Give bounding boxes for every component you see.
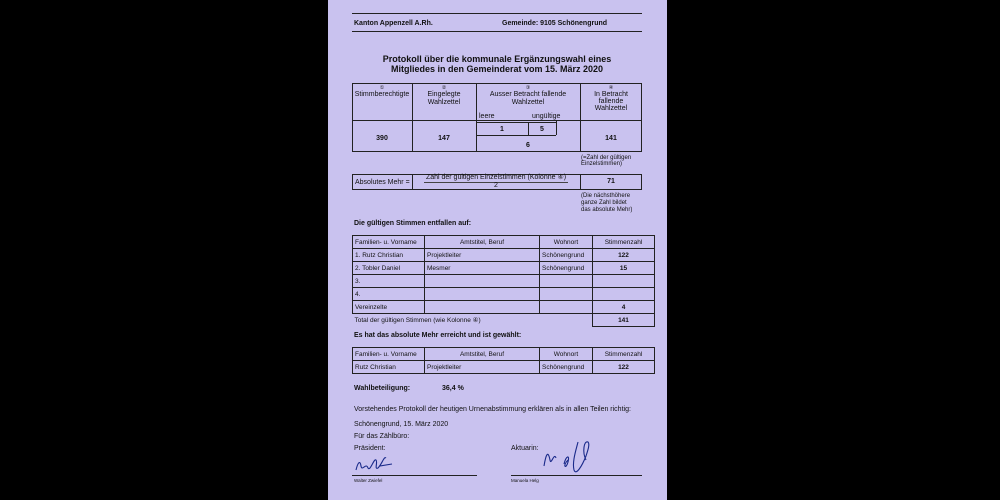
col3-ungueltige-value: 5	[540, 126, 544, 133]
absolute-formula-numerator: Zahl der gültigen Einzelstimmen (Kolonne ④)	[425, 174, 567, 181]
candidate-votes: 122	[593, 249, 655, 262]
place-date: Schönengrund, 15. März 2020	[354, 421, 449, 428]
col2-value: 147	[438, 135, 450, 142]
candidate-name: 4.	[353, 288, 425, 301]
candidate-residence: Schönengrund	[540, 249, 593, 262]
absolute-majority-label: Absolutes Mehr =	[355, 179, 410, 186]
candidate-residence	[540, 275, 593, 288]
summary-header-rule	[352, 120, 642, 121]
absolute-note-3: das absolute Mehr)	[581, 207, 633, 213]
elected-heading: Es hat das absolute Mehr erreicht und ist gewählt:	[354, 332, 522, 339]
column-header: Wohnort	[540, 348, 593, 361]
absolute-note-2: ganze Zahl bildet	[581, 200, 627, 206]
table-row	[353, 361, 655, 374]
president-label: Präsident:	[354, 445, 386, 452]
president-signature-line	[352, 475, 477, 476]
col2-number: ②	[441, 85, 447, 91]
col1-value: 390	[376, 135, 388, 142]
president-name: Walter Zwiefel	[354, 478, 383, 483]
president-signature	[352, 452, 402, 476]
column-header: Familien- u. Vorname	[353, 348, 425, 361]
header-top-rule	[352, 13, 642, 14]
turnout-value: 36,4 %	[442, 385, 464, 392]
title-line-1: Protokoll über die kommunale Ergänzungswahl eines	[382, 54, 612, 64]
table-row	[353, 275, 655, 288]
candidate-residence	[540, 301, 593, 314]
candidate-title: Mesmer	[425, 262, 540, 275]
candidate-votes: 4	[593, 301, 655, 314]
col3-leere-value: 1	[500, 126, 504, 133]
actuary-signature	[538, 436, 608, 480]
col3-ungueltige-label: ungültige	[532, 113, 561, 120]
column-header: Stimmenzahl	[593, 348, 655, 361]
elected-name: Rutz Christian	[353, 361, 425, 374]
column-header: Familien- u. Vorname	[353, 236, 425, 249]
col4-label-2: fallende	[598, 98, 624, 105]
col3-leere-label: leere	[479, 113, 495, 120]
votes-total-label: Total der gültigen Stimmen (wie Kolonne ④)	[353, 314, 593, 327]
column-header: Amtstitel, Beruf	[425, 236, 540, 249]
candidate-votes	[593, 288, 655, 301]
absolute-majority-value: 71	[607, 178, 615, 185]
protocol-page	[328, 0, 667, 500]
actuary-label: Aktuarin:	[511, 445, 539, 452]
votes-table	[352, 235, 655, 327]
turnout-label: Wahlbeteiligung:	[354, 385, 411, 392]
col2-label-1: Eingelegte	[427, 91, 461, 98]
column-header: Amtstitel, Beruf	[425, 348, 540, 361]
candidate-name: 3.	[353, 275, 425, 288]
actuary-signature-line	[511, 475, 642, 476]
votes-total-row	[353, 314, 655, 327]
candidate-residence	[540, 288, 593, 301]
table-row	[353, 249, 655, 262]
table-row	[353, 288, 655, 301]
header-bottom-rule	[352, 31, 642, 32]
office-label: Für das Zählbüro:	[354, 433, 410, 440]
col4-label-3: Wahlzettel	[594, 105, 628, 112]
col3-label-1: Ausser Betracht fallende	[489, 91, 567, 98]
column-header: Stimmenzahl	[593, 236, 655, 249]
col3-total-value: 6	[526, 142, 530, 149]
candidate-title: Projektleiter	[425, 249, 540, 262]
absolute-note-1: (Die nächsthöhere	[581, 193, 631, 199]
elected-header-row	[353, 348, 655, 361]
col4-value: 141	[605, 135, 617, 142]
elected-table	[352, 347, 655, 374]
actuary-name: Manuela Helg	[511, 478, 539, 483]
candidate-title	[425, 301, 540, 314]
candidate-name: Vereinzelte	[353, 301, 425, 314]
candidate-title	[425, 275, 540, 288]
votes-total-value: 141	[593, 314, 655, 327]
column-header: Wohnort	[540, 236, 593, 249]
absolute-formula-denominator: 2	[494, 182, 498, 189]
col3-number: ③	[525, 85, 531, 91]
canton-label: Kanton Appenzell A.Rh.	[354, 20, 433, 27]
votes-heading: Die gültigen Stimmen entfallen auf:	[354, 220, 472, 227]
municipality-label: Gemeinde: 9105 Schönengrund	[502, 20, 608, 27]
valid-votes-note-2: Einzelstimmen)	[581, 161, 623, 167]
elected-votes: 122	[593, 361, 655, 374]
title-line-2: Mitgliedes in den Gemeinderat vom 15. März 2020	[390, 64, 604, 74]
votes-header-row	[353, 236, 655, 249]
candidate-name: 2. Tobler Daniel	[353, 262, 425, 275]
col3-label-2: Wahlzettel	[511, 99, 545, 106]
candidate-votes	[593, 275, 655, 288]
col4-label-1: In Betracht	[594, 91, 628, 98]
table-row	[353, 262, 655, 275]
col2-label-2: Wahlzettel	[427, 99, 461, 106]
closing-statement: Vorstehendes Protokoll der heutigen Urnenabstimmung erklären als in allen Teilen richtig:	[354, 406, 631, 413]
col1-label: Stimmberechtigte	[354, 91, 410, 98]
col1-number: ①	[379, 85, 385, 91]
valid-votes-note-1: (=Zahl der gültigen	[581, 155, 632, 161]
col4-number: ④	[608, 85, 614, 91]
elected-residence: Schönengrund	[540, 361, 593, 374]
candidate-votes: 15	[593, 262, 655, 275]
table-row	[353, 301, 655, 314]
candidate-title	[425, 288, 540, 301]
elected-title: Projektleiter	[425, 361, 540, 374]
candidate-residence: Schönengrund	[540, 262, 593, 275]
candidate-name: 1. Rutz Christian	[353, 249, 425, 262]
